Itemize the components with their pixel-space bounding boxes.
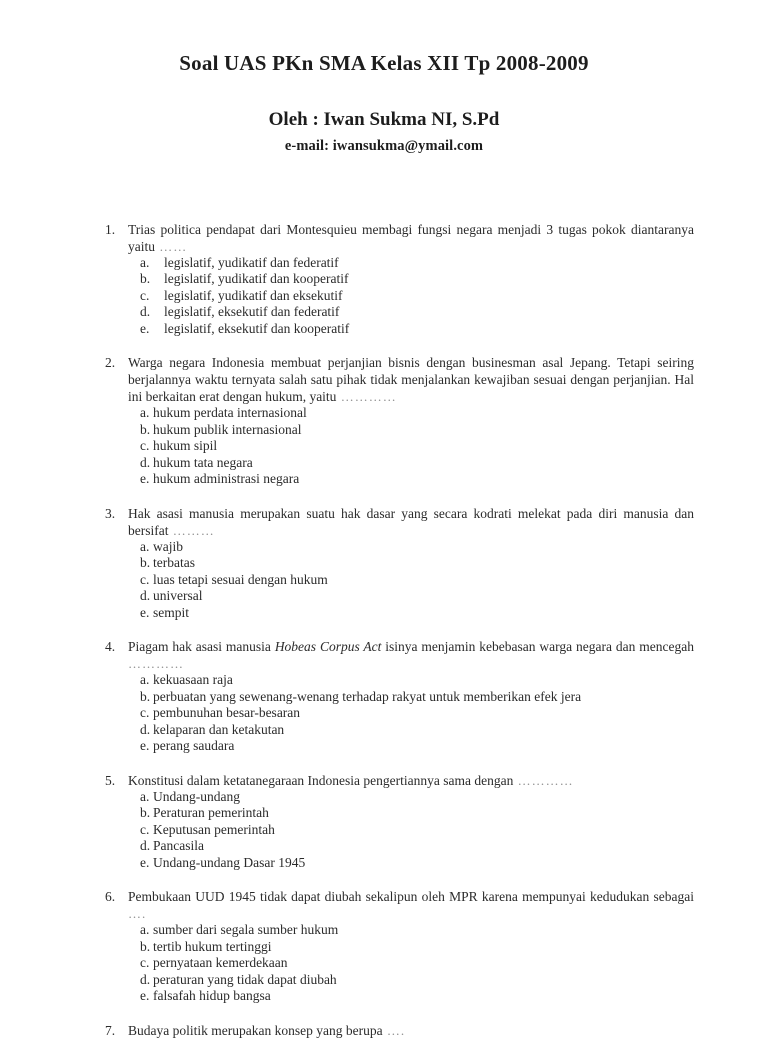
option-letter: e. — [140, 854, 150, 870]
option-letter: c. — [140, 571, 150, 587]
option-text: hukum tata negara — [153, 454, 253, 470]
option-text: universal — [153, 588, 203, 604]
option-item[interactable] — [140, 722, 694, 739]
option-text: hukum administrasi negara — [153, 471, 300, 487]
option-text: kelaparan dan ketakutan — [153, 721, 285, 737]
page-title: Soal UAS PKn SMA Kelas XII Tp 2008-2009 — [179, 51, 589, 75]
option-item[interactable] — [140, 922, 694, 939]
question-text-part: isinya menjamin kebebasan warga negara dan mencegah — [381, 639, 694, 655]
question-row — [105, 638, 694, 672]
option-item[interactable] — [140, 855, 694, 872]
option-text: legislatif, eksekutif dan kooperatif — [164, 320, 350, 336]
option-list — [105, 672, 694, 755]
document-header — [0, 0, 768, 155]
option-list — [105, 255, 694, 338]
option-letter: d. — [140, 838, 151, 854]
question-text — [128, 354, 694, 405]
option-item[interactable] — [140, 988, 694, 1005]
option-letter: b. — [140, 938, 151, 954]
question-text-part: Budaya politik merupakan konsep yang berupa — [128, 1022, 383, 1038]
question-number: 3. — [105, 505, 116, 521]
option-text: Peraturan pemerintah — [153, 805, 269, 821]
option-letter: a. — [140, 405, 150, 421]
question-block — [105, 772, 694, 872]
option-letter: e. — [140, 604, 150, 620]
option-letter: d. — [140, 971, 151, 987]
question-text-part: Hak asasi manusia merupakan suatu hak dasar yang secara kodrati melekat pada diri manusia dan bersifat — [128, 505, 694, 538]
blank-dots: ………… — [336, 389, 397, 405]
option-text: legislatif, yudikatif dan eksekutif — [164, 287, 343, 303]
option-letter: e. — [140, 320, 150, 336]
question-text — [128, 888, 694, 922]
question-row — [105, 505, 694, 539]
option-list — [105, 405, 694, 488]
option-text: sumber dari segala sumber hukum — [153, 922, 339, 938]
option-letter: a. — [140, 788, 150, 804]
question-number: 6. — [105, 889, 116, 905]
question-number: 5. — [105, 772, 116, 788]
option-item[interactable] — [140, 972, 694, 989]
question-number: 7. — [105, 1022, 116, 1038]
option-text: sempit — [153, 604, 189, 620]
question-text-part: Trias politica pendapat dari Montesquieu membagi fungsi negara menjadi 3 tugas pokok diantaranya yaitu — [128, 221, 694, 254]
blank-dots: …… — [155, 238, 188, 254]
question-number: 2. — [105, 355, 116, 371]
option-item[interactable] — [140, 738, 694, 755]
option-letter: b. — [140, 555, 151, 571]
question-emphasis: Hobeas Corpus Act — [274, 639, 382, 655]
option-item[interactable] — [140, 822, 694, 839]
question-block — [105, 505, 694, 622]
question-row — [105, 772, 694, 789]
option-text: wajib — [153, 538, 183, 554]
option-letter: d. — [140, 721, 151, 737]
question-block — [105, 221, 694, 338]
option-item[interactable] — [140, 955, 694, 972]
question-block — [105, 638, 694, 755]
option-text: Keputusan pemerintah — [153, 821, 275, 837]
question-text — [128, 638, 694, 672]
blank-dots: ………… — [513, 772, 574, 788]
option-letter: c. — [140, 821, 150, 837]
option-item[interactable] — [140, 539, 694, 556]
question-number: 4. — [105, 639, 116, 655]
question-text-part: Warga negara Indonesia membuat perjanjian bisnis dengan businesman asal Jepang. Tetapi seiring berjalannya waktu ternyata salah satu pihak tidak menjalankan kewajiban sesuai dengan perjanjian. Hal ini berkaitan erat dengan hukum, yaitu — [128, 355, 694, 405]
question-block — [105, 888, 694, 1005]
option-item[interactable] — [140, 255, 694, 272]
question-text — [128, 772, 694, 789]
question-block — [105, 354, 694, 488]
option-item[interactable] — [140, 588, 694, 605]
question-text-part: Pembukaan UUD 1945 tidak dapat diubah sekalipun oleh MPR karena mempunyai kedudukan sebagai — [128, 889, 694, 905]
option-letter: b. — [140, 805, 151, 821]
question-number: 1. — [105, 221, 116, 237]
option-item[interactable] — [140, 304, 694, 321]
option-item[interactable] — [140, 705, 694, 722]
question-text-part: Piagam hak asasi manusia — [128, 639, 275, 655]
option-text: terbatas — [153, 555, 195, 571]
option-list — [105, 789, 694, 872]
option-item[interactable] — [140, 471, 694, 488]
option-text: tertib hukum tertinggi — [153, 938, 272, 954]
question-list — [0, 221, 768, 1039]
option-item[interactable] — [140, 288, 694, 305]
option-text: pernyataan kemerdekaan — [153, 955, 288, 971]
option-letter: c. — [140, 955, 150, 971]
author-line: Oleh : Iwan Sukma NI, S.Pd — [268, 109, 500, 131]
option-letter: e. — [140, 738, 150, 754]
option-letter: c. — [140, 287, 150, 303]
option-letter: d. — [140, 454, 151, 470]
question-row — [105, 1022, 694, 1039]
option-text: kekuasaan raja — [153, 672, 233, 688]
option-item[interactable] — [140, 321, 694, 338]
option-item[interactable] — [140, 805, 694, 822]
option-letter: b. — [140, 271, 151, 287]
option-text: Undang-undang Dasar 1945 — [153, 854, 306, 870]
option-item[interactable] — [140, 438, 694, 455]
question-text — [128, 505, 694, 539]
option-item[interactable] — [140, 939, 694, 956]
question-block — [105, 1022, 694, 1039]
option-letter: c. — [140, 705, 150, 721]
option-text: legislatif, eksekutif dan federatif — [164, 304, 340, 320]
option-item[interactable] — [140, 789, 694, 806]
option-text: falsafah hidup bangsa — [153, 988, 271, 1004]
option-text: pembunuhan besar-besaran — [153, 705, 301, 721]
option-text: perang saudara — [153, 738, 235, 754]
option-text: perbuatan yang sewenang-wenang terhadap rakyat untuk memberikan efek jera — [153, 688, 582, 704]
option-letter: b. — [140, 688, 151, 704]
question-text-part: Konstitusi dalam ketatanegaraan Indonesia pengertiannya sama dengan — [128, 772, 514, 788]
option-item[interactable] — [140, 838, 694, 855]
blank-dots: …. — [382, 1022, 406, 1038]
option-item[interactable] — [140, 271, 694, 288]
option-text: Undang-undang — [153, 788, 240, 804]
option-letter: a. — [140, 254, 150, 270]
option-letter: c. — [140, 438, 150, 454]
blank-dots: ……… — [168, 522, 215, 538]
option-text: legislatif, yudikatif dan kooperatif — [164, 271, 349, 287]
question-row — [105, 221, 694, 255]
option-text: legislatif, yudikatif dan federatif — [164, 254, 339, 270]
option-item[interactable] — [140, 405, 694, 422]
question-text — [128, 221, 694, 255]
option-text: hukum sipil — [153, 438, 218, 454]
option-letter: a. — [140, 538, 150, 554]
option-letter: a. — [140, 922, 150, 938]
option-letter: e. — [140, 988, 150, 1004]
option-letter: d. — [140, 304, 151, 320]
option-item[interactable] — [140, 422, 694, 439]
option-text: hukum publik internasional — [153, 421, 302, 437]
option-item[interactable] — [140, 455, 694, 472]
option-item[interactable] — [140, 555, 694, 572]
option-text: Pancasila — [153, 838, 204, 854]
option-letter: e. — [140, 471, 150, 487]
blank-dots: ………… — [128, 656, 184, 672]
option-text: luas tetapi sesuai dengan hukum — [153, 571, 328, 587]
option-item[interactable] — [140, 689, 694, 706]
option-list — [105, 539, 694, 622]
question-row — [105, 888, 694, 922]
option-list — [105, 922, 694, 1005]
blank-dots: …. — [128, 906, 147, 922]
option-letter: a. — [140, 672, 150, 688]
option-item[interactable] — [140, 605, 694, 622]
option-text: peraturan yang tidak dapat diubah — [153, 971, 337, 987]
question-row — [105, 354, 694, 405]
option-item[interactable] — [140, 572, 694, 589]
option-letter: b. — [140, 421, 151, 437]
email-line: e-mail: iwansukma@ymail.com — [284, 137, 484, 154]
option-text: hukum perdata internasional — [153, 405, 307, 421]
option-letter: d. — [140, 588, 151, 604]
option-item[interactable] — [140, 672, 694, 689]
question-text — [128, 1022, 694, 1039]
